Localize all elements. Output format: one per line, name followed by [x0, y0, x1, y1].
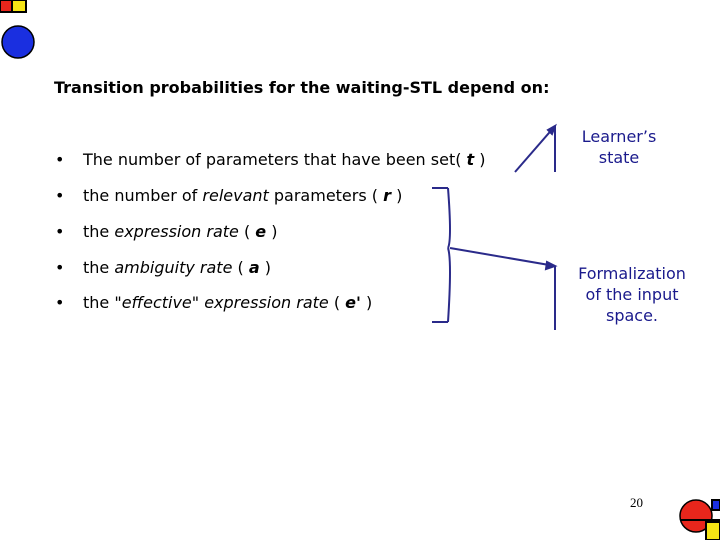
variable-t: t — [466, 150, 475, 169]
slide-title: Transition probabilities for the waiting-STL depend on: — [54, 78, 550, 97]
bullet-icon: • — [55, 150, 65, 169]
bullet-item-expression-rate: • the expression rate ( e ) — [55, 222, 278, 241]
variable-e-prime: e' — [345, 293, 361, 312]
bullet-icon: • — [55, 222, 65, 241]
bullet-item-relevant-parameters: • the number of relevant parameters ( r ) — [55, 186, 403, 205]
label-learners-state: Learner’s state — [581, 127, 657, 167]
bracket-learner — [515, 126, 555, 172]
label-formalization: Formalization of the input space. — [578, 264, 686, 325]
bracket-formalization — [432, 188, 555, 330]
bullet-icon: • — [55, 186, 65, 205]
variable-r: r — [383, 186, 391, 205]
page-number: 20 — [630, 495, 643, 510]
corner-logo-top — [0, 0, 34, 58]
bullet-item-effective-expression-rate: • the "effective" expression rate ( e' ) — [55, 293, 373, 312]
variable-a: a — [248, 258, 260, 277]
corner-logo-bottom — [680, 500, 720, 540]
bullet-item-ambiguity-rate: • the ambiguity rate ( a ) — [55, 258, 271, 277]
variable-e: e — [255, 222, 267, 241]
bullet-icon: • — [55, 293, 65, 312]
bullet-icon: • — [55, 258, 65, 277]
bullet-item-parameters-set: • The number of parameters that have been set( t ) — [55, 150, 486, 169]
